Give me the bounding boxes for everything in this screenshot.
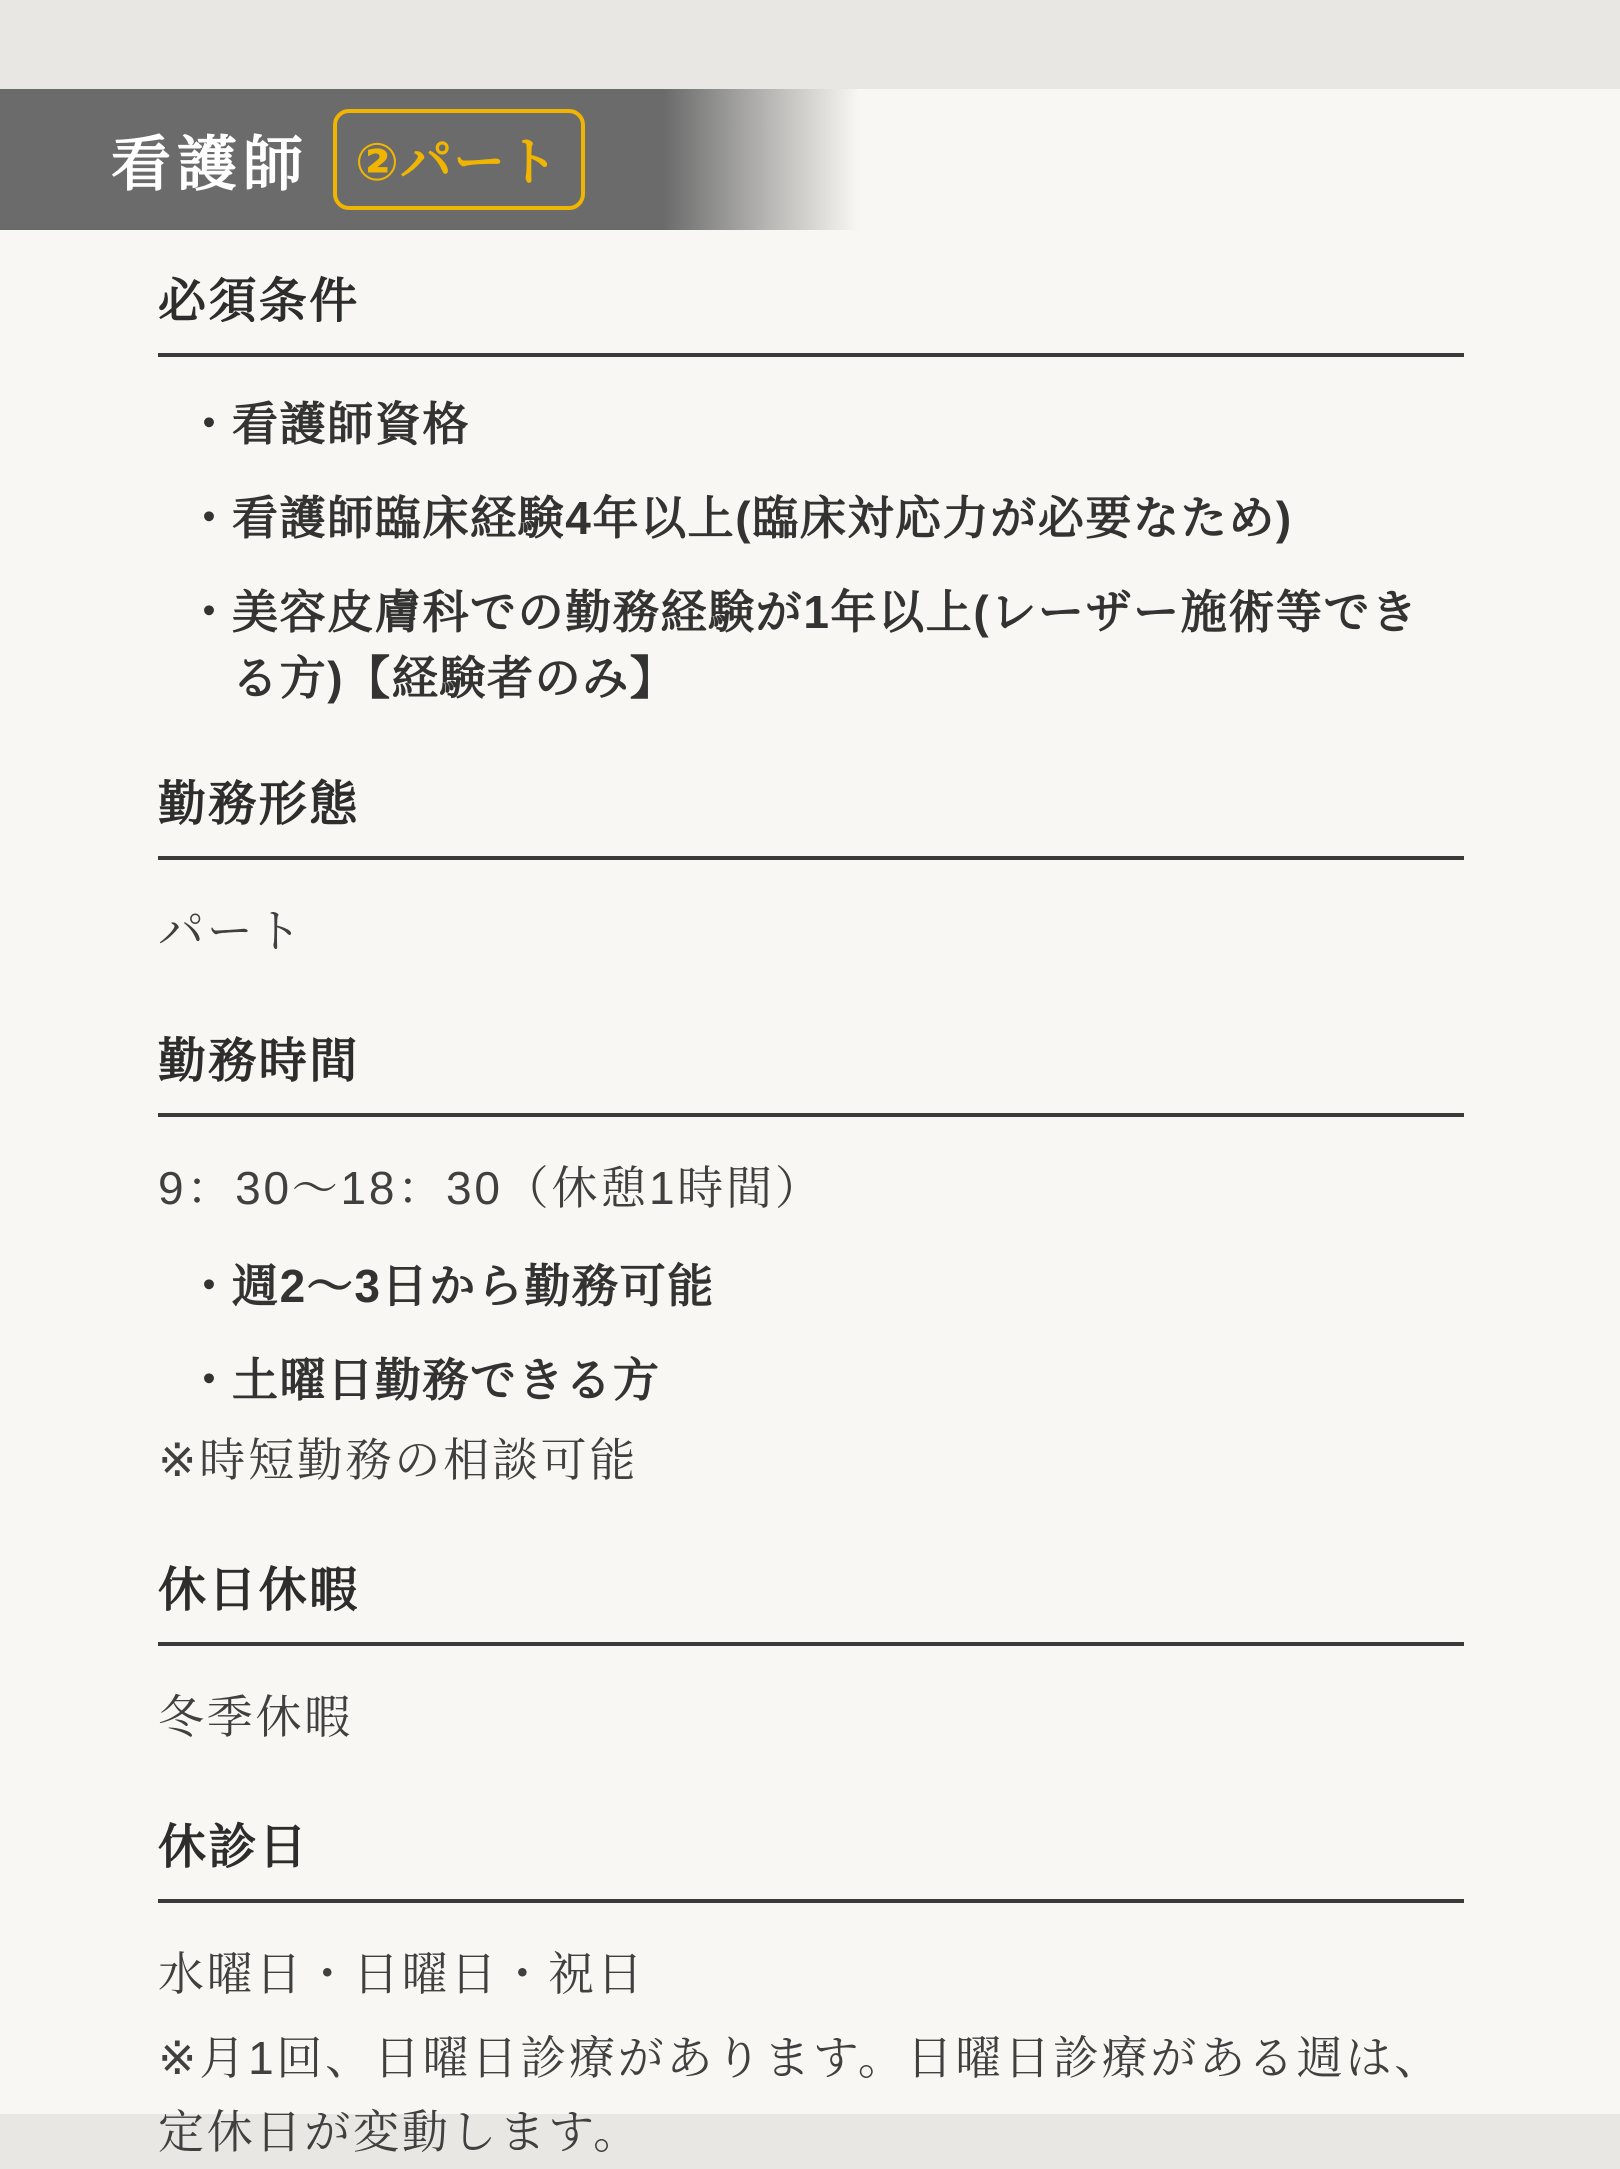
- note-text: ※時短勤務の相談可能: [158, 1434, 639, 1486]
- bullet-item: [158, 485, 1464, 551]
- section: [158, 1808, 1464, 2169]
- section-heading: 休日休暇: [158, 1551, 1464, 1646]
- section-heading: 勤務形態: [158, 765, 1464, 860]
- bullet-text: 看護師資格: [232, 398, 471, 450]
- section: [158, 765, 1464, 968]
- section-heading: 勤務時間: [158, 1022, 1464, 1117]
- bullet-text: 美容皮膚科での勤務経験が1年以上(レーザー施術等できる方)【経験者のみ】: [232, 586, 1419, 704]
- job-title: 看護師: [111, 130, 309, 198]
- employment-type-badge: ②パート: [333, 109, 585, 210]
- bullet-item: [158, 1347, 1464, 1413]
- note-text: ※月1回、日曜日診療があります。日曜日診療がある週は、定休日が変動します。: [158, 2032, 1443, 2158]
- section-heading: 必須条件: [158, 262, 1464, 357]
- job-posting-page: [0, 89, 1620, 2158]
- bullet-item: [158, 579, 1464, 711]
- section: [158, 1022, 1464, 1497]
- bullet-marker: ・: [186, 1354, 234, 1406]
- section: [158, 262, 1464, 711]
- section: [158, 1551, 1464, 1754]
- body-text: 水曜日・日曜日・祝日: [158, 1948, 646, 2000]
- bullet-text: 土曜日勤務できる方: [232, 1354, 661, 1406]
- body-text: 9：30〜18：30（休憩1時間）: [158, 1162, 824, 1214]
- bullet-marker: ・: [186, 492, 234, 544]
- section-heading: 休診日: [158, 1808, 1464, 1903]
- bullet-text: 週2〜3日から勤務可能: [232, 1260, 715, 1312]
- body-text: 冬季休暇: [158, 1691, 354, 1743]
- bullet-item: [158, 1253, 1464, 1319]
- bullet-item: [158, 391, 1464, 457]
- bullet-marker: ・: [186, 586, 234, 638]
- job-details: [0, 230, 1620, 2169]
- bullet-marker: ・: [186, 398, 234, 450]
- bullet-text: 看護師臨床経験4年以上(臨床対応力が必要なため): [232, 492, 1293, 544]
- body-text: パート: [158, 905, 305, 957]
- bullet-marker: ・: [186, 1260, 234, 1312]
- job-title-banner: [0, 89, 1620, 230]
